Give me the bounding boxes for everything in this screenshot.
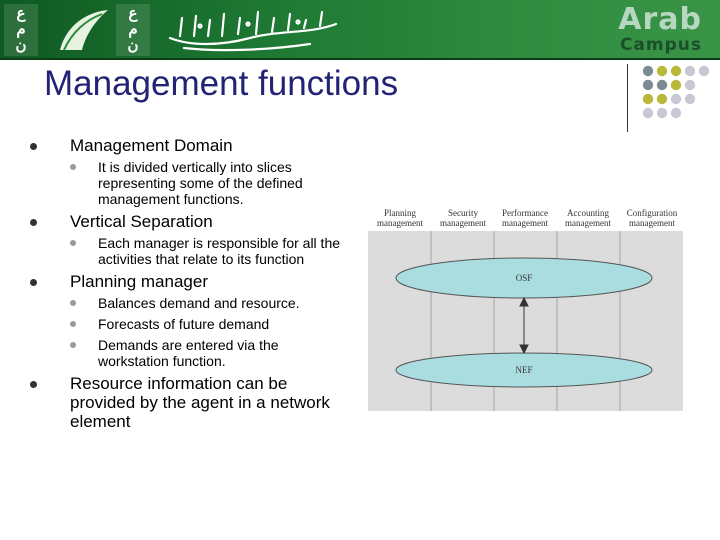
university-leaf-logo [56,6,112,54]
management-domain-figure [368,205,683,411]
column-label: management [629,218,675,228]
bullet-dot [30,279,37,286]
column-label: management [565,218,611,228]
column-label: Accounting [567,208,609,218]
bullet-text: Resource information can be provided by the agent in a network element [70,374,330,431]
slide-title: Management functions [44,64,399,103]
osf-label: OSF [515,273,533,283]
sub-bullet-item [70,316,350,332]
logo-letter: ن [15,37,27,54]
sub-bullet-text: Balances demand and resource. [98,295,300,311]
bullet-text: Management Domain [70,136,233,155]
column-label: Security [448,208,478,218]
bullet-dot [30,143,37,150]
bullet-item [30,374,350,431]
decor-divider [627,64,628,132]
sub-bullet-list [70,159,350,207]
column-label: management [377,218,423,228]
column-label: Performance [502,208,548,218]
bullet-text: Planning manager [70,272,208,291]
nef-label: NEF [515,365,533,375]
sub-bullet-dot [70,321,76,327]
brand-line1: Arab [618,2,702,37]
sub-bullet-text: Demands are entered via the workstation function. [98,337,279,369]
brand-line2: Campus [619,35,702,55]
sub-bullet-text: Forecasts of future demand [98,316,270,332]
banner-stripe [0,58,720,60]
sub-bullet-item [70,295,350,311]
bullet-item [30,212,350,267]
logo-letters-right [116,4,150,56]
logo-letter: ع [128,5,138,22]
header-banner [0,0,720,60]
sub-bullet-item [70,337,350,369]
sub-bullet-list [70,235,350,267]
column-label: Planning [383,208,417,218]
column-label: management [502,218,548,228]
column-label: Configuration [626,208,678,218]
decor-dot-grid [638,64,718,124]
bullet-text: Vertical Separation [70,212,213,231]
sub-bullet-list [70,295,350,369]
logo-letter: م [16,21,26,38]
logo-letter: م [128,21,138,38]
sub-bullet-item [70,235,350,267]
logo-letters-left [4,4,38,56]
sub-bullet-text: It is divided vertically into slices representing some of the defined management functions. [98,159,303,207]
sub-bullet-dot [70,342,76,348]
column-label: management [440,218,486,228]
bullet-dot [30,381,37,388]
sub-bullet-item [70,159,350,207]
arab-campus-logo [618,4,702,54]
sub-bullet-dot [70,300,76,306]
bullet-dot [30,219,37,226]
sub-bullet-dot [70,164,76,170]
sub-bullet-text: Each manager is responsible for all the activities that relate to its function [98,235,341,267]
sub-bullet-dot [70,240,76,246]
logo-letter: ن [127,37,139,54]
arabic-calligraphy-emblem [160,6,350,54]
logo-letter: ع [16,5,26,22]
bullet-item [30,272,350,369]
bullet-item [30,136,350,207]
bullet-list [30,136,350,434]
